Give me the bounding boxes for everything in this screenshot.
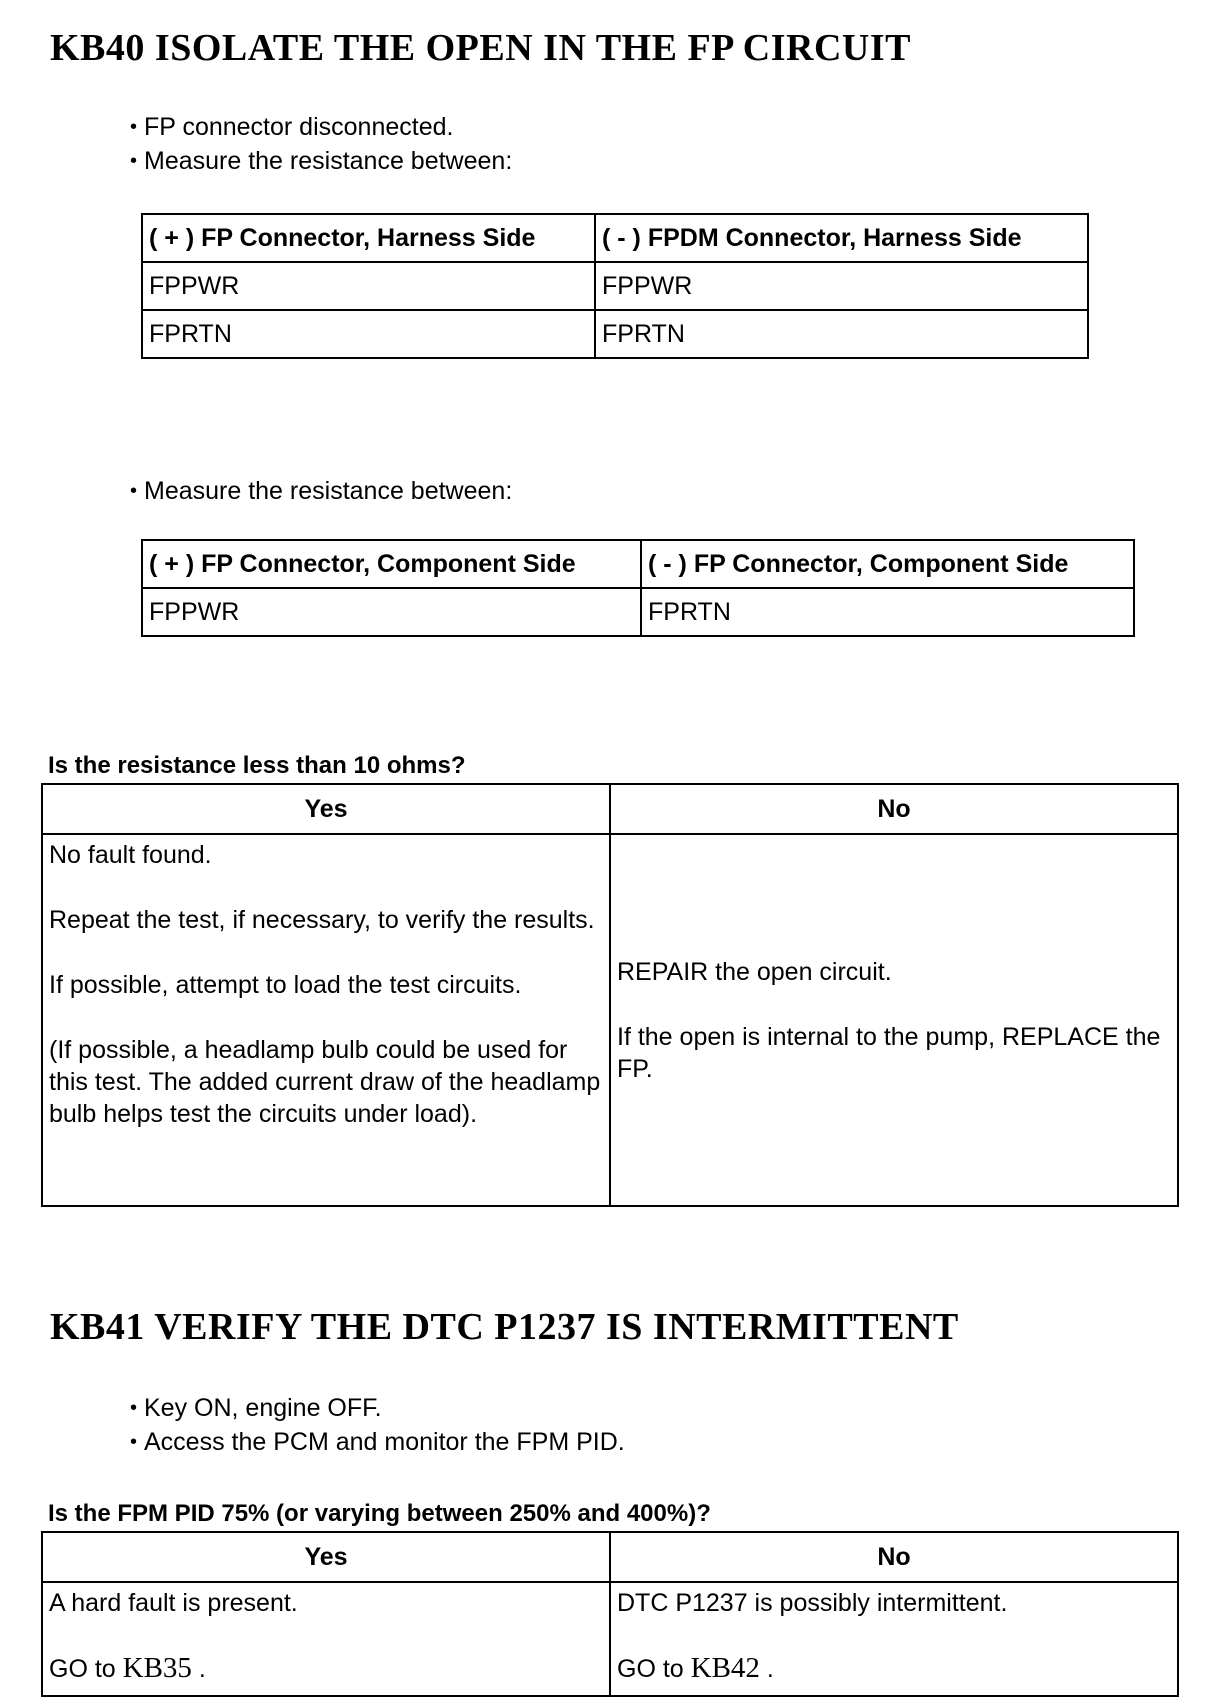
- goto-suffix: .: [198, 1655, 206, 1683]
- component-side-table: [141, 539, 1135, 637]
- no-header: No: [610, 784, 1178, 834]
- harness-side-table: [141, 213, 1089, 359]
- table-cell: FPRTN: [641, 588, 1134, 636]
- yes-header: Yes: [42, 1532, 610, 1582]
- table-row: [42, 1582, 1178, 1696]
- list-item: • FP connector disconnected.: [130, 110, 512, 144]
- list-item: • Measure the resistance between:: [130, 474, 512, 508]
- kb35-link[interactable]: KB35: [122, 1652, 192, 1684]
- table-cell: FPPWR: [142, 262, 595, 310]
- yes-goto: [49, 1652, 603, 1685]
- table-cell: FPRTN: [142, 310, 595, 358]
- column-header: ( - ) FPDM Connector, Harness Side: [595, 214, 1088, 262]
- goto-prefix: GO to: [49, 1655, 116, 1683]
- no-goto: [617, 1652, 1171, 1685]
- yes-text: Repeat the test, if necessary, to verify the results.: [49, 906, 595, 934]
- yes-text: A hard fault is present.: [49, 1589, 298, 1617]
- kb40-bullet-list: [130, 110, 512, 178]
- table-row: [42, 834, 1178, 1206]
- table-row: [142, 262, 1088, 310]
- table-header-row: [42, 1532, 1178, 1582]
- yes-header: Yes: [42, 784, 610, 834]
- table-row: [142, 588, 1134, 636]
- kb40-question: Is the resistance less than 10 ohms?: [48, 752, 466, 779]
- kb42-link[interactable]: KB42: [690, 1652, 760, 1684]
- no-header: No: [610, 1532, 1178, 1582]
- no-text: REPAIR the open circuit.: [617, 957, 892, 986]
- table-cell: FPPWR: [142, 588, 641, 636]
- no-text: If the open is internal to the pump, REPLACE the FP.: [617, 1022, 1161, 1083]
- no-text: DTC P1237 is possibly intermittent.: [617, 1589, 1008, 1617]
- table-header-row: [142, 540, 1134, 588]
- kb40-yes-no-table: [41, 783, 1179, 1207]
- kb40-bullet-list-2: [130, 474, 512, 508]
- column-header: ( + ) FP Connector, Harness Side: [142, 214, 595, 262]
- yes-text: If possible, attempt to load the test circuits.: [49, 971, 522, 999]
- kb41-question: Is the FPM PID 75% (or varying between 250% and 400%)?: [48, 1500, 711, 1527]
- goto-prefix: GO to: [617, 1655, 684, 1683]
- yes-cell: [42, 1582, 610, 1696]
- goto-suffix: .: [766, 1655, 774, 1683]
- kb41-heading: KB41 VERIFY THE DTC P1237 IS INTERMITTENT: [50, 1306, 959, 1348]
- list-item: • Access the PCM and monitor the FPM PID.: [130, 1425, 625, 1459]
- column-header: ( + ) FP Connector, Component Side: [142, 540, 641, 588]
- kb41-bullet-list: [130, 1391, 625, 1459]
- table-cell: FPPWR: [595, 262, 1088, 310]
- yes-cell: [42, 834, 610, 1206]
- table-header-row: [142, 214, 1088, 262]
- table-header-row: [42, 784, 1178, 834]
- kb40-heading: KB40 ISOLATE THE OPEN IN THE FP CIRCUIT: [50, 27, 911, 69]
- no-cell: [610, 1582, 1178, 1696]
- yes-text: No fault found.: [49, 841, 212, 869]
- list-item: • Key ON, engine OFF.: [130, 1391, 625, 1425]
- column-header: ( - ) FP Connector, Component Side: [641, 540, 1134, 588]
- list-item: • Measure the resistance between:: [130, 144, 512, 178]
- no-cell: [610, 834, 1178, 1206]
- table-cell: FPRTN: [595, 310, 1088, 358]
- kb41-yes-no-table: [41, 1531, 1179, 1697]
- table-row: [142, 310, 1088, 358]
- yes-text: (If possible, a headlamp bulb could be used for this test. The added current draw of the headlamp bulb helps test the circuits under load).: [49, 1036, 601, 1128]
